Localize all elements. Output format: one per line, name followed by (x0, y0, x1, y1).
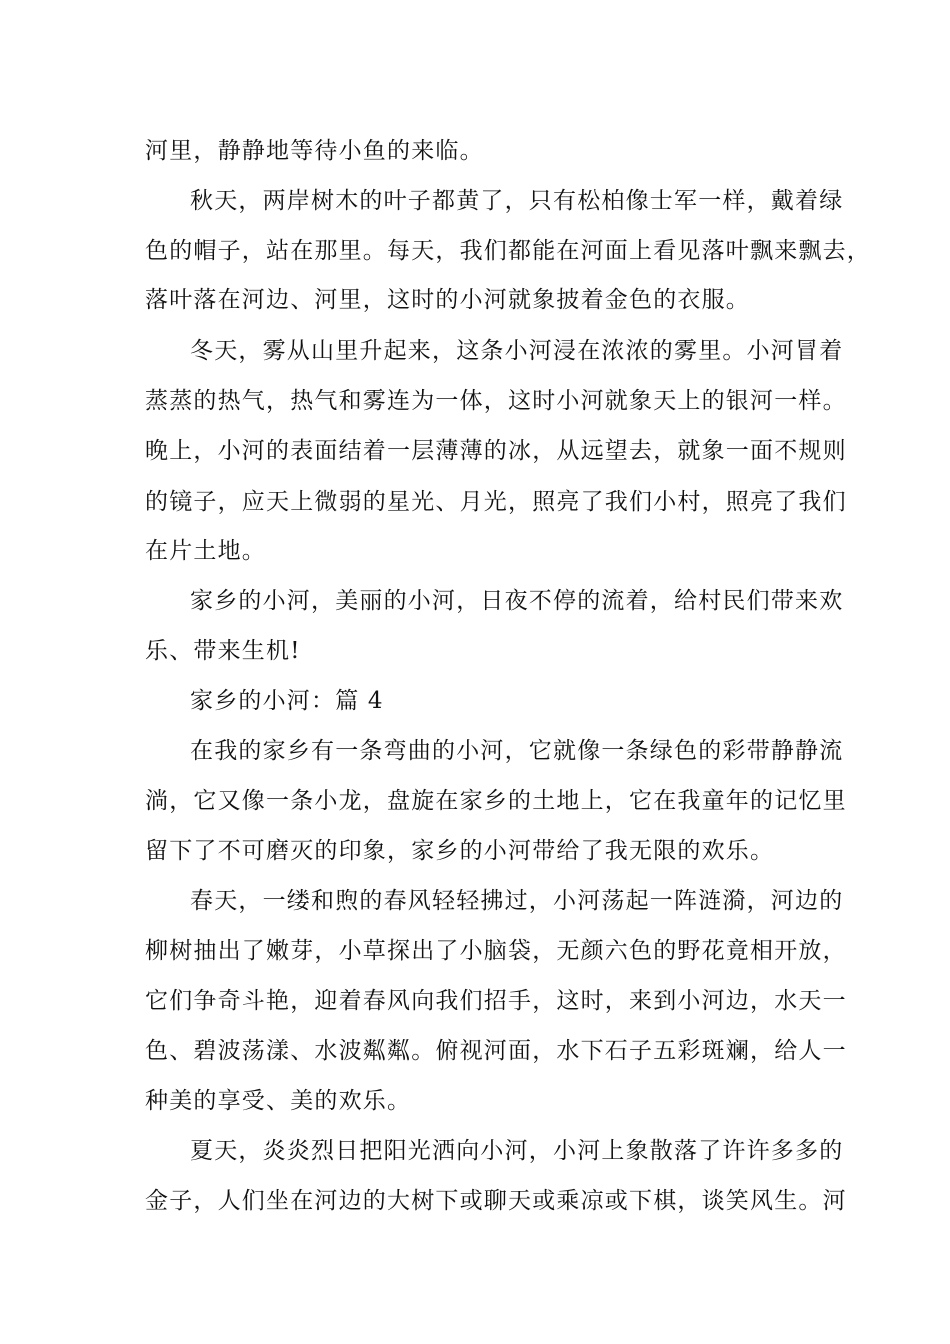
text-line: 晚上，小河的表面结着一层薄薄的冰，从远望去，就象一面不规则 (145, 438, 847, 464)
paragraph-start: 春天，一缕和煦的春风轻轻拂过，小河荡起一阵涟漪，河边的 (190, 888, 844, 914)
text-line: 的镜子，应天上微弱的星光、月光，照亮了我们小村，照亮了我们 (145, 489, 847, 515)
text-line: 留下了不可磨灭的印象，家乡的小河带给了我无限的欢乐。 (145, 838, 775, 864)
text-line: 它们争奇斗艳，迎着春风向我们招手，这时，来到小河边，水天一 (145, 988, 847, 1014)
text-line: 柳树抽出了嫩芽，小草探出了小脑袋，无颜六色的野花竟相开放， (145, 938, 847, 964)
paragraph-start: 家乡的小河，美丽的小河，日夜不停的流着，给村民们带来欢 (190, 588, 844, 614)
paragraph-start: 冬天，雾从山里升起来，这条小河浸在浓浓的雾里。小河冒着 (190, 338, 844, 364)
text-line: 河里，静静地等待小鱼的来临。 (145, 138, 484, 164)
text-line: 落叶落在河边、河里，这时的小河就象披着金色的衣服。 (145, 287, 750, 313)
text-line: 色、碧波荡漾、水波粼粼。俯视河面，水下石子五彩斑斓，给人一 (145, 1038, 847, 1064)
text-line: 淌，它又像一条小龙，盘旋在家乡的土地上，它在我童年的记忆里 (145, 788, 847, 814)
section-heading: 家乡的小河：篇 4 (190, 688, 384, 714)
text-line: 在片土地。 (145, 538, 266, 564)
text-line: 蒸蒸的热气，热气和雾连为一体，这时小河就象天上的银河一样。 (145, 388, 847, 414)
text-line: 乐、带来生机! (145, 638, 301, 664)
text-line: 金子，人们坐在河边的大树下或聊天或乘凉或下棋，谈笑风生。河 (145, 1188, 847, 1214)
text-line: 种美的享受、美的欢乐。 (145, 1088, 412, 1114)
paragraph-start: 秋天，两岸树木的叶子都黄了，只有松柏像士军一样，戴着绿 (190, 188, 844, 214)
paragraph-start: 夏天，炎炎烈日把阳光洒向小河，小河上象散落了许许多多的 (190, 1138, 844, 1164)
paragraph-start: 在我的家乡有一条弯曲的小河，它就像一条绿色的彩带静静流 (190, 738, 844, 764)
text-line: 色的帽子，站在那里。每天，我们都能在河面上看见落叶飘来飘去， (145, 238, 871, 264)
